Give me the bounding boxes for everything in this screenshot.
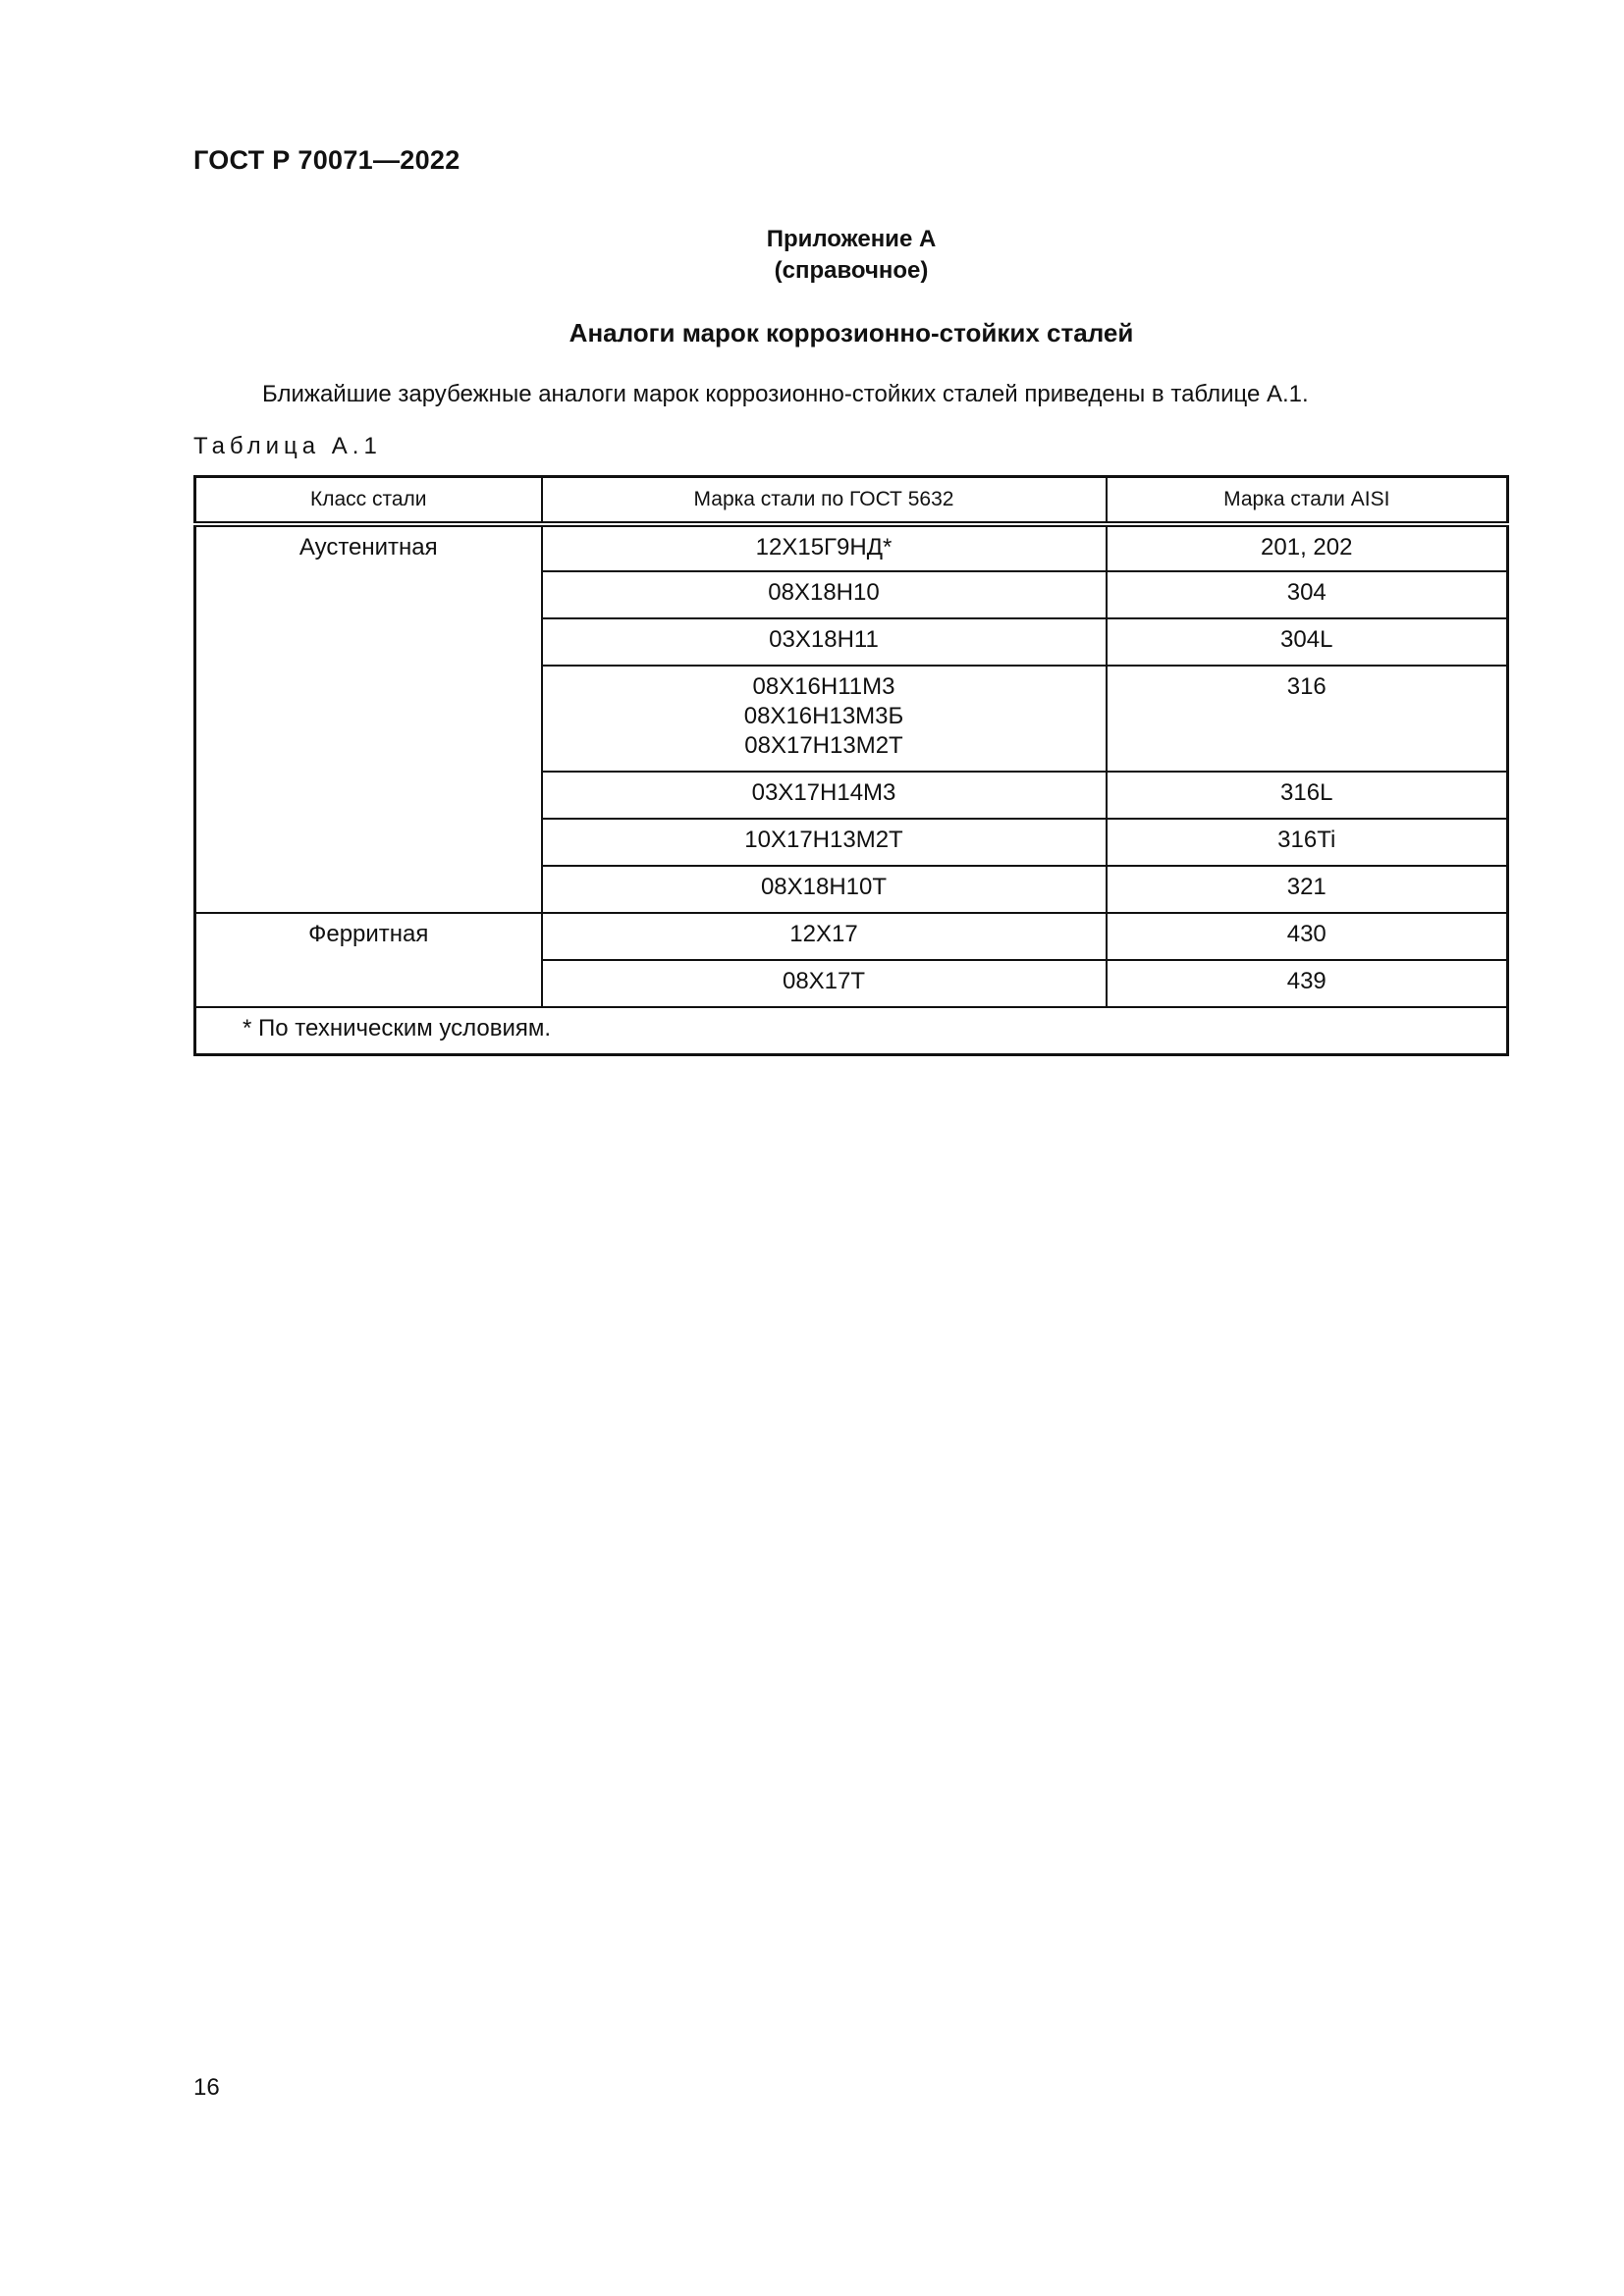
header-aisi-grade: Марка стали AISI: [1107, 477, 1508, 525]
aisi-grade-cell: 316: [1107, 666, 1508, 772]
aisi-grade-cell: 430: [1107, 913, 1508, 960]
gost-grade-cell: [542, 666, 1107, 772]
section-title: Аналоги марок коррозионно-стойких сталей: [568, 318, 1134, 347]
gost-grade-line: 08Х17Н13М2Т: [744, 732, 903, 759]
aisi-grade-cell: 316Ti: [1107, 819, 1508, 866]
gost-grade-cell: 08Х18Н10Т: [542, 866, 1107, 913]
steel-class-cell: Аустенитная: [195, 524, 542, 913]
aisi-grade-cell: 304: [1107, 571, 1508, 618]
gost-grade-cell: 03Х17Н14М3: [542, 772, 1107, 819]
gost-grade-cell: 12Х15Г9НД*: [542, 524, 1107, 571]
header-gost-grade: Марка стали по ГОСТ 5632: [542, 477, 1107, 525]
aisi-grade-cell: 316L: [1107, 772, 1508, 819]
intro-paragraph: Ближайшие зарубежные аналоги марок коррозионно-стойких сталей приведены в таблице А.1.: [262, 381, 1309, 407]
header-steel-class: Класс стали: [195, 477, 542, 525]
aisi-grade-cell: 304L: [1107, 618, 1508, 666]
table-row: [195, 913, 1508, 960]
gost-grade-line: 08Х16Н13М3Б: [743, 703, 904, 729]
table-row: [195, 524, 1508, 571]
doc-code: ГОСТ Р 70071—2022: [193, 145, 460, 175]
gost-grade-cell: 10Х17Н13М2Т: [542, 819, 1107, 866]
steel-class-cell: Ферритная: [195, 913, 542, 1007]
table-header-row: [195, 477, 1508, 525]
gost-grade-cell: 08Х18Н10: [542, 571, 1107, 618]
gost-grade-cell: 12Х17: [542, 913, 1107, 960]
steel-analogs-table: [193, 475, 1509, 1056]
gost-grade-cell: 03Х18Н11: [542, 618, 1107, 666]
gost-grade-cell: 08Х17Т: [542, 960, 1107, 1007]
aisi-grade-cell: 439: [1107, 960, 1508, 1007]
gost-grade-line: 08Х16Н11М3: [752, 673, 895, 700]
table-footnote: * По техническим условиям.: [195, 1007, 1508, 1054]
appendix-heading: [0, 224, 1624, 287]
page-number: 16: [193, 2074, 220, 2101]
table-footnote-row: [195, 1007, 1508, 1054]
appendix-subtitle: (справочное): [774, 257, 929, 284]
aisi-grade-cell: 321: [1107, 866, 1508, 913]
appendix-title: Приложение А: [766, 226, 937, 252]
table-caption: Таблица А.1: [193, 433, 382, 459]
aisi-grade-cell: 201, 202: [1107, 524, 1508, 571]
